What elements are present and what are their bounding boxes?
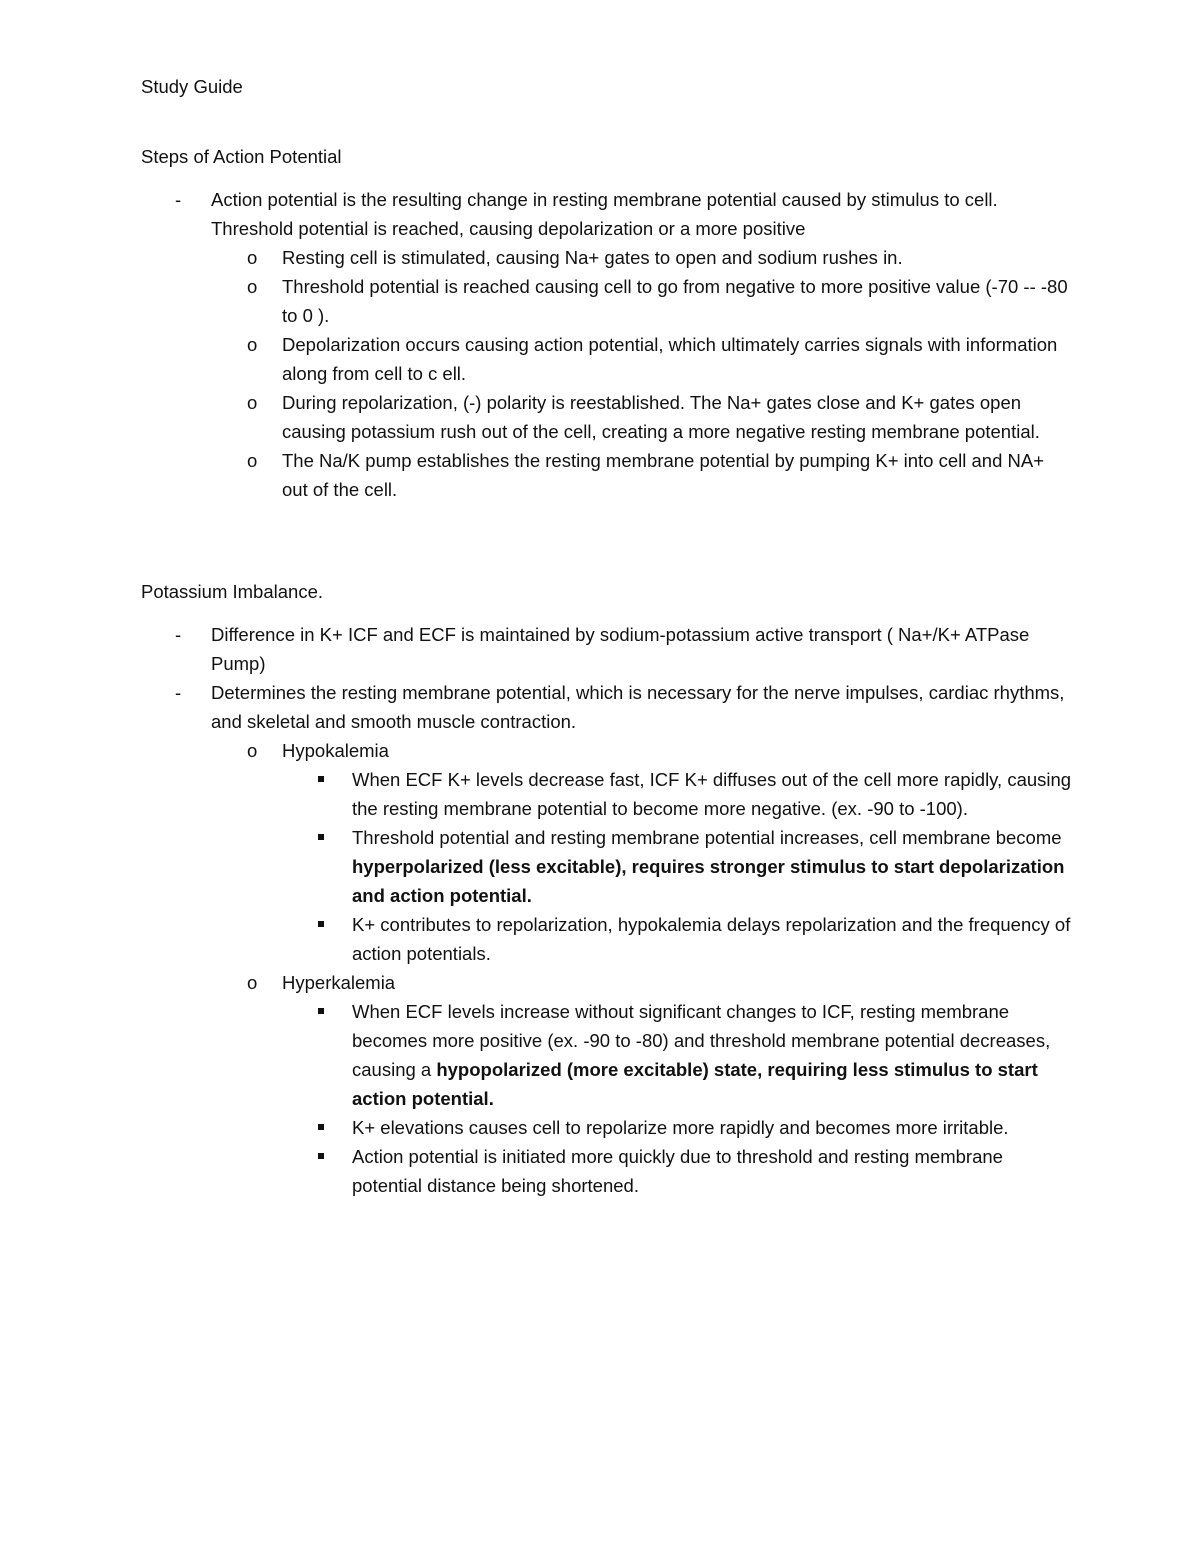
list-item	[175, 185, 1071, 504]
dash-bullet: -	[175, 682, 182, 703]
sub-sub-list	[352, 997, 1072, 1200]
bullet-text: Depolarization occurs causing action potential, which ultimately carries signals with information along from cell to c ell.	[282, 334, 1058, 384]
bold-text: hypopolarized (more excitable) state, requiring less stimulus to start action potential.	[352, 1059, 1038, 1109]
circle-bullet: o	[247, 247, 258, 268]
action-potential-list	[175, 185, 1071, 504]
bullet-text: K+ elevations causes cell to repolarize more rapidly and becomes more irritable.	[352, 1117, 1009, 1138]
list-item	[247, 446, 1072, 504]
list-item	[352, 1113, 1072, 1142]
bullet-text: Difference in K+ ICF and ECF is maintained by sodium-potassium active transport ( Na+/K+ ATPase Pump)	[211, 624, 1030, 674]
square-bullet	[318, 834, 324, 840]
square-bullet	[318, 1008, 324, 1014]
bullet-text: Threshold potential and resting membrane potential increases, cell membrane become	[352, 827, 1062, 848]
circle-bullet: o	[247, 334, 258, 355]
bullet-text: When ECF levels increase without significant changes to ICF, resting membrane becomes more positive (ex. -90 to -80) and threshold membrane potential decreases, causing a	[352, 1001, 1051, 1080]
bullet-text: Resting cell is stimulated, causing Na+ gates to open and sodium rushes in.	[282, 247, 903, 268]
condition-name-hyperkalemia: Hyperkalemia	[282, 972, 396, 993]
sub-list	[247, 243, 1072, 504]
document-title: Study Guide	[141, 76, 243, 97]
section-heading-action-potential: Steps of Action Potential	[141, 146, 342, 167]
sub-sub-list	[352, 765, 1072, 968]
bold-text: hyperpolarized (less excitable), requires stronger stimulus to start depolarization and action potential.	[352, 856, 1065, 906]
list-item	[247, 968, 1072, 1200]
list-item	[352, 823, 1072, 910]
list-item	[352, 910, 1072, 968]
list-item	[247, 330, 1072, 388]
list-item	[247, 272, 1072, 330]
sub-list	[247, 736, 1072, 1200]
circle-bullet: o	[247, 276, 258, 297]
circle-bullet: o	[247, 450, 258, 471]
square-bullet	[318, 921, 324, 927]
bullet-text: Action potential is initiated more quickly due to threshold and resting membrane potential distance being shortened.	[352, 1146, 1003, 1196]
list-item	[352, 997, 1072, 1113]
circle-bullet: o	[247, 972, 258, 993]
bullet-text: When ECF K+ levels decrease fast, ICF K+ diffuses out of the cell more rapidly, causing the resting membrane potential to become more negative. (ex. -90 to -100).	[352, 769, 1072, 819]
dash-bullet: -	[175, 624, 182, 645]
bullet-text: K+ contributes to repolarization, hypokalemia delays repolarization and the frequency of action potentials.	[352, 914, 1071, 964]
list-item	[247, 736, 1072, 968]
square-bullet	[318, 776, 324, 782]
square-bullet	[318, 1153, 324, 1159]
list-item	[175, 678, 1072, 1200]
list-item	[352, 1142, 1072, 1200]
list-item	[175, 620, 1071, 678]
list-item	[247, 388, 1072, 446]
square-bullet	[318, 1124, 324, 1130]
list-item	[352, 765, 1072, 823]
list-item	[247, 243, 1072, 272]
circle-bullet: o	[247, 392, 258, 413]
condition-name-hypokalemia: Hypokalemia	[282, 740, 389, 761]
section-heading-potassium-imbalance: Potassium Imbalance.	[141, 581, 324, 602]
bullet-text: The Na/K pump establishes the resting membrane potential by pumping K+ into cell and NA+ out of the cell.	[282, 450, 1045, 500]
bullet-text: During repolarization, (-) polarity is reestablished. The Na+ gates close and K+ gates open causing potassium rush out of the cell, creating a more negative resting membrane potential.	[282, 392, 1040, 442]
potassium-imbalance-list	[175, 620, 1072, 1200]
bullet-text: Action potential is the resulting change in resting membrane potential caused by stimulus to cell. Threshold potential is reached, causing depolarization or a more positive	[211, 189, 998, 239]
bullet-text: Threshold potential is reached causing cell to go from negative to more positive value (-70 -- -80 to 0 ).	[282, 276, 1068, 326]
circle-bullet: o	[247, 740, 258, 761]
bullet-text: Determines the resting membrane potential, which is necessary for the nerve impulses, cardiac rhythms, and skeletal and smooth muscle contraction.	[211, 682, 1065, 732]
dash-bullet: -	[175, 189, 182, 210]
